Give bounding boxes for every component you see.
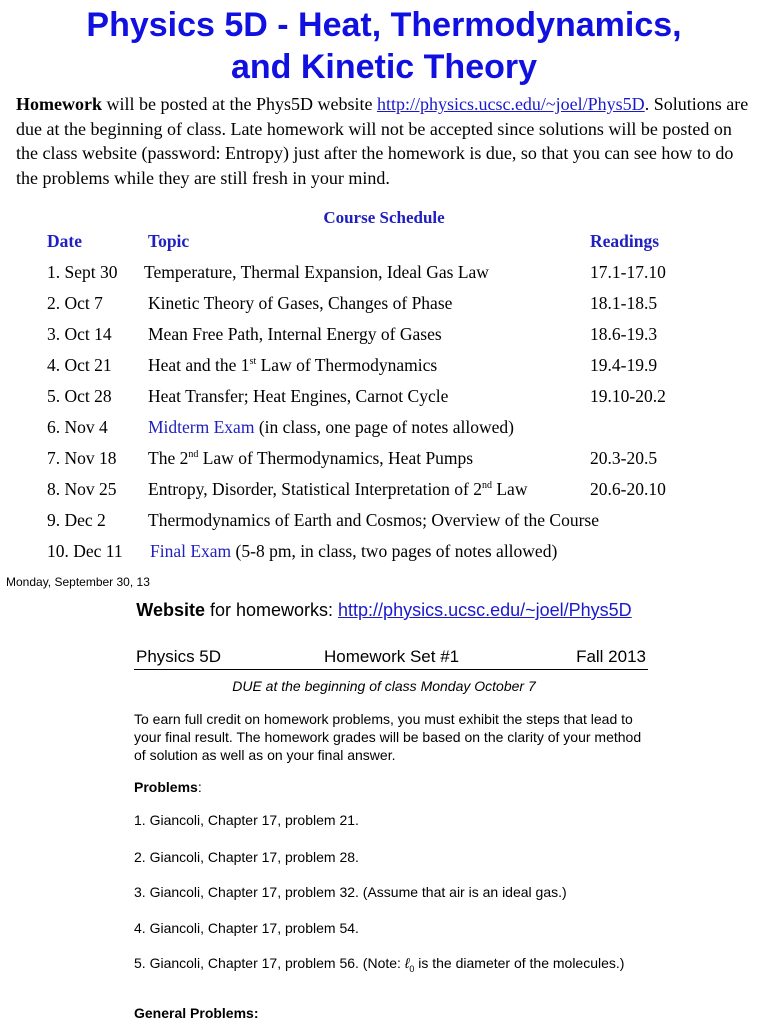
problem-item: 3. Giancoli, Chapter 17, problem 32. (Assume that air is an ideal gas.) [134,884,567,900]
hw-instructions: To earn full credit on homework problems, you must exhibit the steps that lead to your final result. The homework grades will be based on the clarity of your method of solution as well as on your final answer. [134,711,642,763]
homework-website-link[interactable]: http://physics.ucsc.edu/~joel/Phys5D [338,600,632,620]
problem-5-variable: ℓ [404,955,410,971]
topic-part: Entropy, Disorder, Statistical Interpretation of 2 [148,479,482,499]
problem-item: 2. Giancoli, Chapter 17, problem 28. [134,849,359,865]
schedule-row [0,479,768,507]
phys5d-website-link[interactable]: http://physics.ucsc.edu/~joel/Phys5D [376,94,645,114]
row-readings: 19.4-19.9 [590,355,658,375]
problem-item: 4. Giancoli, Chapter 17, problem 54. [134,920,359,936]
readings-header: Readings [590,231,660,251]
topic-header: Topic [148,231,190,251]
page-title [0,4,768,88]
row-date: 7. Nov 18 [47,448,117,468]
row-readings: 19.10-20.2 [590,386,666,406]
problem-5-part: is the diameter of the molecules.) [414,955,625,971]
intro-text-2: . Solutions are due at the beginning of class. Late homework will not be accepted since solutions will be posted on the class website (password: Entropy) just after the homework is due, so that you can see how to do the problems while they are still fresh in your mind. [16,94,749,188]
row-topic: Kinetic Theory of Gases, Changes of Phase [148,293,453,313]
schedule-row [0,324,768,352]
website-label: Website [136,600,205,620]
schedule-row [0,262,768,290]
homework-header [134,645,648,670]
row-date: 10. Dec 11 [47,541,123,561]
topic-part: Law [491,479,528,499]
homework-label: Homework [16,94,102,114]
slide-date: Monday, September 30, 13 [6,575,150,589]
row-topic [148,479,527,500]
problems-label [134,779,202,795]
row-date: 1. Sept 30 [47,262,118,282]
general-problems-label: General Problems: [134,1005,259,1021]
problem-5-subscript: 0 [409,963,415,974]
problems-label-colon: : [197,779,202,795]
row-readings: 20.6-20.10 [590,479,666,499]
row-topic [150,541,557,562]
row-readings: 17.1-17.10 [590,262,666,282]
schedule-row [0,355,768,383]
problem-5-part: 5. Giancoli, Chapter 17, problem 56. (Note: [134,955,405,971]
topic-part: Heat and the 1 [148,355,250,375]
topic-superscript: st [249,356,257,368]
hw-set: Homework Set #1 [324,647,460,666]
row-date: 8. Nov 25 [47,479,117,499]
intro-text-1: will be posted at the Phys5D website [101,94,377,114]
row-date: 9. Dec 2 [47,510,106,530]
hw-course: Physics 5D [136,647,222,666]
website-text: for homeworks: [204,600,339,620]
row-topic [148,417,514,438]
problem-item: 1. Giancoli, Chapter 17, problem 21. [134,812,359,828]
row-date: 5. Oct 28 [47,386,112,406]
row-readings: 18.6-19.3 [590,324,658,344]
hw-term: Fall 2013 [576,647,646,666]
topic-part: Law of Thermodynamics, Heat Pumps [198,448,474,468]
schedule-header-row [0,231,768,259]
topic-superscript: nd [481,480,492,492]
schedule-row [0,510,768,538]
problem-item [134,955,624,974]
date-header: Date [47,231,82,251]
row-topic [148,448,473,469]
row-topic: Mean Free Path, Internal Energy of Gases [148,324,442,344]
title-line-1: Physics 5D - Heat, Thermodynamics, [86,6,682,44]
schedule-row [0,541,768,569]
row-readings: 20.3-20.5 [590,448,658,468]
problems-label-text: Problems [134,779,198,795]
schedule-row [0,386,768,414]
homework-intro [16,92,756,190]
title-line-2: and Kinetic Theory [230,48,538,86]
topic-part: The 2 [148,448,189,468]
topic-superscript: nd [188,449,199,461]
schedule-row [0,417,768,445]
final-exam-label: Final Exam [150,541,232,561]
hw-due-date: DUE at the beginning of class Monday October 7 [232,678,536,694]
topic-part: (5-8 pm, in class, two pages of notes allowed) [231,541,558,561]
topic-part: (in class, one page of notes allowed) [254,417,514,437]
row-date: 4. Oct 21 [47,355,112,375]
row-date: 2. Oct 7 [47,293,103,313]
row-topic: Heat Transfer; Heat Engines, Carnot Cycle [148,386,449,406]
row-readings: 18.1-18.5 [590,293,658,313]
row-topic: Thermodynamics of Earth and Cosmos; Overview of the Course [148,510,600,530]
row-topic [148,355,437,376]
website-line [0,600,768,621]
row-date: 3. Oct 14 [47,324,112,344]
course-schedule-title: Course Schedule [323,208,445,227]
schedule-row [0,448,768,476]
schedule-row [0,293,768,321]
topic-part: Law of Thermodynamics [256,355,438,375]
row-topic: Temperature, Thermal Expansion, Ideal Gas Law [144,262,489,282]
row-date: 6. Nov 4 [47,417,108,437]
midterm-exam-label: Midterm Exam [148,417,255,437]
homework-sheet [0,640,768,1024]
